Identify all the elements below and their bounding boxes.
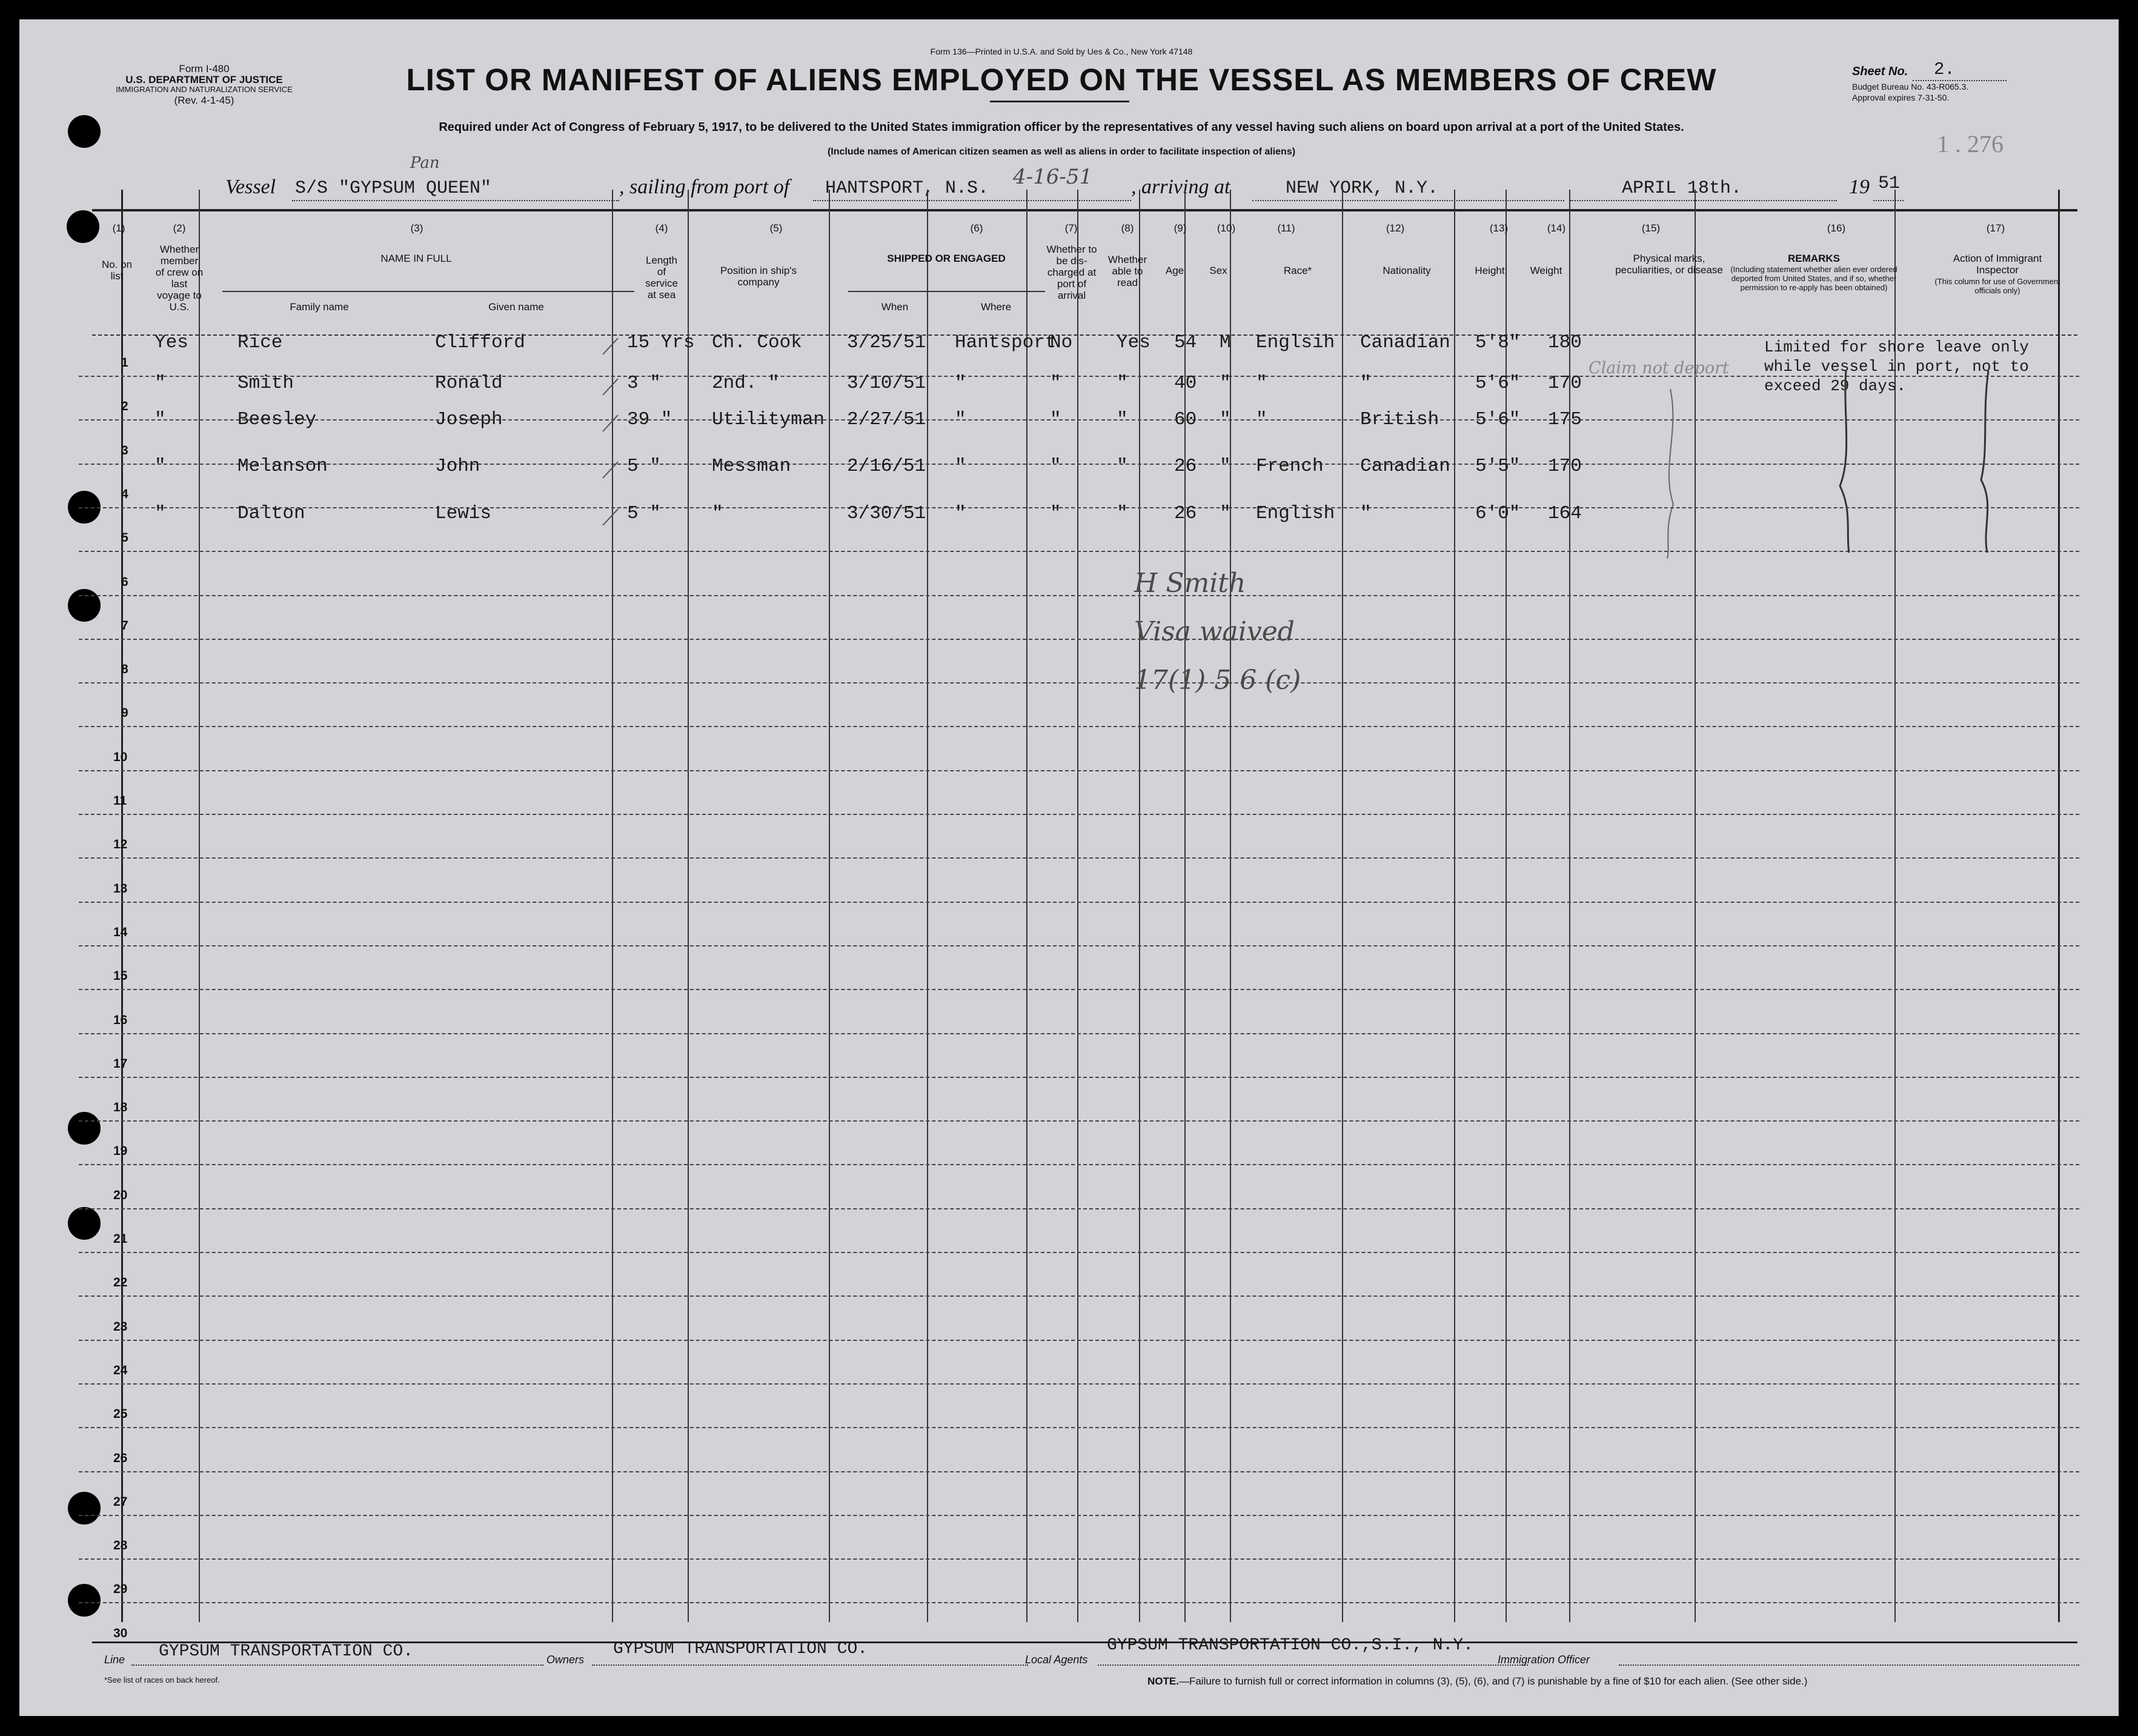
line-value: GYPSUM TRANSPORTATION CO. [159,1642,414,1661]
revision: (Rev. 4-1-45) [174,95,234,106]
row-divider [79,464,2079,465]
row-divider [79,945,2079,946]
row-divider [79,1602,2079,1603]
cell-where: Hantsport [955,332,1057,353]
cell-weight: 170 [1548,456,1582,477]
budget-bureau: Budget Bureau No. 43-R065.3. [1852,82,1969,91]
row-divider [79,1208,2079,1209]
col-header-no: No. on list [101,259,133,282]
cell-age: 54 [1174,332,1197,353]
column-divider [927,190,928,1622]
cell-family: Smith [237,373,294,394]
cell-weight: 164 [1548,503,1582,524]
cell-height: 6'0" [1475,503,1521,524]
column-divider [2058,190,2060,1622]
line-number: 5 [121,531,128,545]
col-header-action-sub: (This column for use of Government officials only) [1934,277,2060,295]
column-number: (7) [1064,222,1078,234]
line-number: 12 [113,837,128,852]
row-divider [79,726,2079,727]
row-divider [79,682,2079,683]
punch-hole [68,115,101,148]
line-number: 11 [113,794,127,808]
remarks-text: Limited for shore leave only while vessel in port, not to exceed 29 days. [1764,338,2029,395]
physical-marks-note: Claim not deport [1589,359,1729,377]
cell-race: English [1256,503,1335,524]
punch-hole [68,589,101,622]
check-mark [600,374,624,398]
cell-age: 60 [1174,409,1197,430]
column-divider [1184,190,1186,1622]
line-number: 3 [121,443,128,457]
col-header-shipped: SHIPPED OR ENGAGED [887,253,1006,264]
cell-member: " [154,409,166,430]
vessel-annotation: Pan [410,154,440,172]
vessel-label: Vessel [225,176,276,198]
line-number: 13 [113,881,128,896]
ditto-stroke [1831,365,1867,559]
line-number: 19 [113,1144,128,1159]
cell-age: 26 [1174,503,1197,524]
subtitle: Required under Act of Congress of February 5, 1917, to be delivered to the United States immigration officer by the representatives of any vessel having such aliens on board upon arrival at a port of the United States. [439,121,1684,134]
cell-family: Beesley [237,409,317,430]
column-number: (14) [1547,222,1566,234]
cell-service: 5 " [627,456,661,477]
column-divider [1569,190,1570,1622]
cell-nationality: Canadian [1360,456,1450,477]
column-divider [1077,190,1078,1622]
col-header-service: Length of service at sea [645,254,678,301]
column-divider [199,190,200,1622]
row-divider [79,1252,2079,1253]
col-header-where: Where [980,301,1012,313]
col-header-discharged: Whether to be dis-charged at port of arrival [1046,244,1097,301]
cell-where: " [955,373,966,394]
row-divider [79,1558,2079,1560]
col-header-sex: Sex [1209,265,1227,276]
line-number: 10 [113,750,128,764]
column-number: (15) [1641,222,1661,234]
line-number: 20 [113,1188,128,1202]
column-number: (9) [1174,222,1187,234]
cell-read: Yes [1117,332,1150,353]
cell-discharged: No [1050,332,1073,353]
note-label: NOTE. [1147,1675,1179,1687]
column-divider [1230,190,1231,1622]
row-divider [79,902,2079,903]
col-header-read: Whether able to read [1107,254,1147,288]
cell-sex: " [1220,503,1231,524]
line-number: 2 [121,399,128,414]
column-number: (6) [970,222,983,234]
column-divider [1454,190,1455,1622]
col-header-physical: Physical marks, peculiarities, or disease [1615,253,1723,276]
vessel-name: S/S "GYPSUM QUEEN" [295,178,492,199]
owners-label: Owners [546,1654,585,1666]
col-header-family: Family name [290,301,349,313]
agents-value: GYPSUM TRANSPORTATION CO.,S.I., N.Y. [1107,1636,1473,1655]
cell-when: 3/30/51 [847,503,926,524]
cell-read: " [1117,503,1128,524]
handwritten-code: 17(1) 5 6 (c) [1134,665,1301,696]
col-header-name: NAME IN FULL [380,253,452,264]
line-number: 22 [113,1275,128,1290]
line-number: 29 [113,1582,128,1597]
cell-height: 5'5" [1475,456,1521,477]
line-number: 30 [113,1626,128,1640]
col-header-member: Whether member of crew on last voyage to U.S. [155,244,204,313]
cell-position: 2nd. " [712,373,780,394]
cell-race: French [1256,456,1324,477]
cell-service: 39 " [627,409,672,430]
row-divider [79,595,2079,596]
col-header-when: When [881,301,909,313]
footer-note [1147,1675,1807,1688]
line-number: 17 [113,1056,128,1071]
cell-discharged: " [1050,456,1061,477]
col-header-action: Action of Immigrant Inspector [1953,253,2042,276]
col-header-nationality: Nationality [1383,265,1431,276]
arrival-port: NEW YORK, N.Y. [1286,178,1439,199]
column-divider [1506,190,1507,1622]
column-divider [688,190,689,1622]
column-number: (10) [1217,222,1236,234]
cell-service: 3 " [627,373,661,394]
check-mark [600,504,624,528]
cell-age: 40 [1174,373,1197,394]
column-number: (16) [1827,222,1846,234]
cell-when: 3/10/51 [847,373,926,394]
cell-race: Englsih [1256,332,1335,353]
line-number: 26 [113,1451,128,1465]
cell-where: " [955,409,966,430]
cell-where: " [955,456,966,477]
cell-weight: 170 [1548,373,1582,394]
row-divider [79,639,2079,640]
row-divider [79,551,2079,552]
line-number: 4 [121,487,128,501]
cell-sex: " [1220,456,1231,477]
column-divider [1894,190,1896,1622]
col-header-age: Age [1165,265,1184,276]
cell-age: 26 [1174,456,1197,477]
row-divider [79,857,2079,859]
col-header-height: Height [1475,265,1505,276]
cell-sex: " [1220,373,1231,394]
line-number: 6 [121,574,128,589]
line-number: 9 [121,706,128,720]
column-divider [1139,190,1140,1622]
line-number: 16 [113,1013,128,1027]
year-prefix: 19 [1849,176,1870,198]
cell-given: Joseph [435,409,503,430]
cell-race: " [1256,373,1267,394]
column-number: (13) [1489,222,1509,234]
column-divider [1342,190,1343,1622]
handwritten-name: H Smith [1134,568,1246,599]
line-number: 7 [121,618,128,633]
approval: Approval expires 7-31-50. [1852,93,1950,102]
cell-read: " [1117,373,1128,394]
column-divider [1026,190,1028,1622]
column-number: (8) [1121,222,1134,234]
line-number: 21 [113,1232,128,1246]
line-number: 28 [113,1538,128,1553]
cell-where: " [955,503,966,524]
cell-position: Ch. Cook [712,332,802,353]
cell-position: Utilityman [712,409,825,430]
cell-given: Ronald [435,373,503,394]
page-title: LIST OR MANIFEST OF ALIENS EMPLOYED ON THE VESSEL AS MEMBERS OF CREW [406,62,1717,97]
officer-label: Immigration Officer [1498,1654,1590,1666]
cell-read: " [1117,409,1128,430]
cell-discharged: " [1050,373,1061,394]
stamp-number: 1 . 276 [1937,130,2004,158]
cell-member: " [154,456,166,477]
form-number: Form I-480 [179,63,230,75]
check-mark [600,457,624,481]
cell-sex: M [1220,332,1231,353]
column-divider [612,190,613,1622]
cell-read: " [1117,456,1128,477]
line-number: 23 [113,1319,128,1334]
cell-service: 5 " [627,503,661,524]
check-mark [600,410,624,434]
cell-when: 2/27/51 [847,409,926,430]
service: IMMIGRATION AND NATURALIZATION SERVICE [116,85,293,94]
sheet-label: Sheet No. [1852,65,1908,78]
line-number: 15 [113,969,128,983]
col-header-given: Given name [488,301,544,313]
punch-hole [68,1207,101,1240]
owners-value: GYPSUM TRANSPORTATION CO. [613,1640,868,1658]
cell-sex: " [1220,409,1231,430]
line-number: 18 [113,1100,128,1115]
col-header-position: Position in ship's company [720,265,797,288]
cell-race: " [1256,409,1267,430]
cell-position: " [712,503,723,524]
arrival-date: APRIL 18th. [1622,178,1742,199]
departure-port: HANTSPORT, N.S. [825,178,989,199]
row-divider [79,1515,2079,1516]
cell-when: 2/16/51 [847,456,926,477]
sailing-label: , sailing from port of [619,176,790,198]
line-number: 8 [121,662,128,677]
row-divider [79,814,2079,815]
row-divider [79,1077,2079,1078]
arriving-label: , arriving at [1131,176,1230,198]
cell-member: Yes [154,332,188,353]
cell-height: 5'8" [1475,332,1521,353]
cell-service: 15 Yrs [627,332,695,353]
row-divider [79,770,2079,771]
column-number: (17) [1986,222,2005,234]
row-divider [79,1471,2079,1472]
cell-position: Messman [712,456,791,477]
cell-discharged: " [1050,409,1061,430]
cell-height: 5'6" [1475,373,1521,394]
cell-discharged: " [1050,503,1061,524]
port-annotation: 4-16-51 [1013,165,1093,189]
row-divider [79,1033,2079,1034]
cell-given: John [435,456,480,477]
cell-weight: 175 [1548,409,1582,430]
row-divider [79,1120,2079,1122]
row-divider [79,419,2079,421]
cell-nationality: " [1360,373,1372,394]
cell-nationality: Canadian [1360,332,1450,353]
printer-line: Form 136—Printed in U.S.A. and Sold by Ues & Co., New York 47148 [930,47,1193,56]
race-note: *See list of races on back hereof. [104,1675,220,1684]
cell-member: " [154,503,166,524]
punch-hole [68,1112,101,1145]
column-number: (11) [1277,222,1295,234]
col-header-remarks-sub: (Including statement whether alien ever ordered deported from United States, and if so, whether permission to re-apply has been obtained) [1730,265,1897,292]
row-divider [79,507,2079,508]
arrival-year: 51 [1878,173,1901,194]
handwritten-visa: Visa waived [1134,616,1295,647]
column-number: (5) [769,222,783,234]
cell-weight: 180 [1548,332,1582,353]
cell-given: Clifford [435,332,525,353]
cell-given: Lewis [435,503,492,524]
check-mark [600,333,624,358]
column-divider [1695,190,1696,1622]
cell-family: Melanson [237,456,328,477]
line-number: 14 [113,925,128,939]
column-number: (12) [1386,222,1405,234]
row-divider [79,1427,2079,1428]
cell-height: 5'6" [1475,409,1521,430]
cell-nationality: " [1360,503,1372,524]
line-number: 25 [113,1407,128,1422]
row-divider [79,1340,2079,1341]
line-label: Line [104,1654,125,1666]
punch-hole [67,210,99,243]
column-number: (2) [173,222,186,234]
row-divider [79,1383,2079,1385]
row-divider [79,989,2079,990]
row-divider [79,1164,2079,1165]
punch-hole [68,1584,101,1617]
cell-when: 3/25/51 [847,332,926,353]
row-divider [79,1295,2079,1297]
col-header-weight: Weight [1530,265,1562,276]
department: U.S. DEPARTMENT OF JUSTICE [125,74,283,85]
include-note: (Include names of American citizen seamen as well as aliens in order to facilitate inspection of aliens) [827,147,1296,157]
line-number: 24 [113,1363,128,1377]
col-header-remarks: REMARKS [1788,253,1840,264]
agents-label: Local Agents [1025,1654,1088,1666]
cell-family: Rice [237,332,283,353]
column-number: (1) [112,222,125,234]
sheet-number: 2. [1934,59,1955,79]
ditto-stroke [1970,365,2007,559]
cell-nationality: British [1360,409,1439,430]
note-text: —Failure to furnish full or correct information in columns (3), (5), (6), and (7) is punishable by a fine of $10 for each alien. (See other side.) [1178,1675,1808,1687]
punch-hole [68,1492,101,1525]
cell-member: " [154,373,166,394]
column-divider [829,190,830,1622]
ditto-stroke [1655,383,1691,565]
col-header-race: Race* [1283,265,1312,276]
column-number: (4) [655,222,668,234]
line-number: 1 [121,356,128,370]
manifest-sheet [19,19,2119,1716]
cell-family: Dalton [237,503,305,524]
column-number: (3) [410,222,423,234]
line-number: 27 [113,1494,128,1509]
